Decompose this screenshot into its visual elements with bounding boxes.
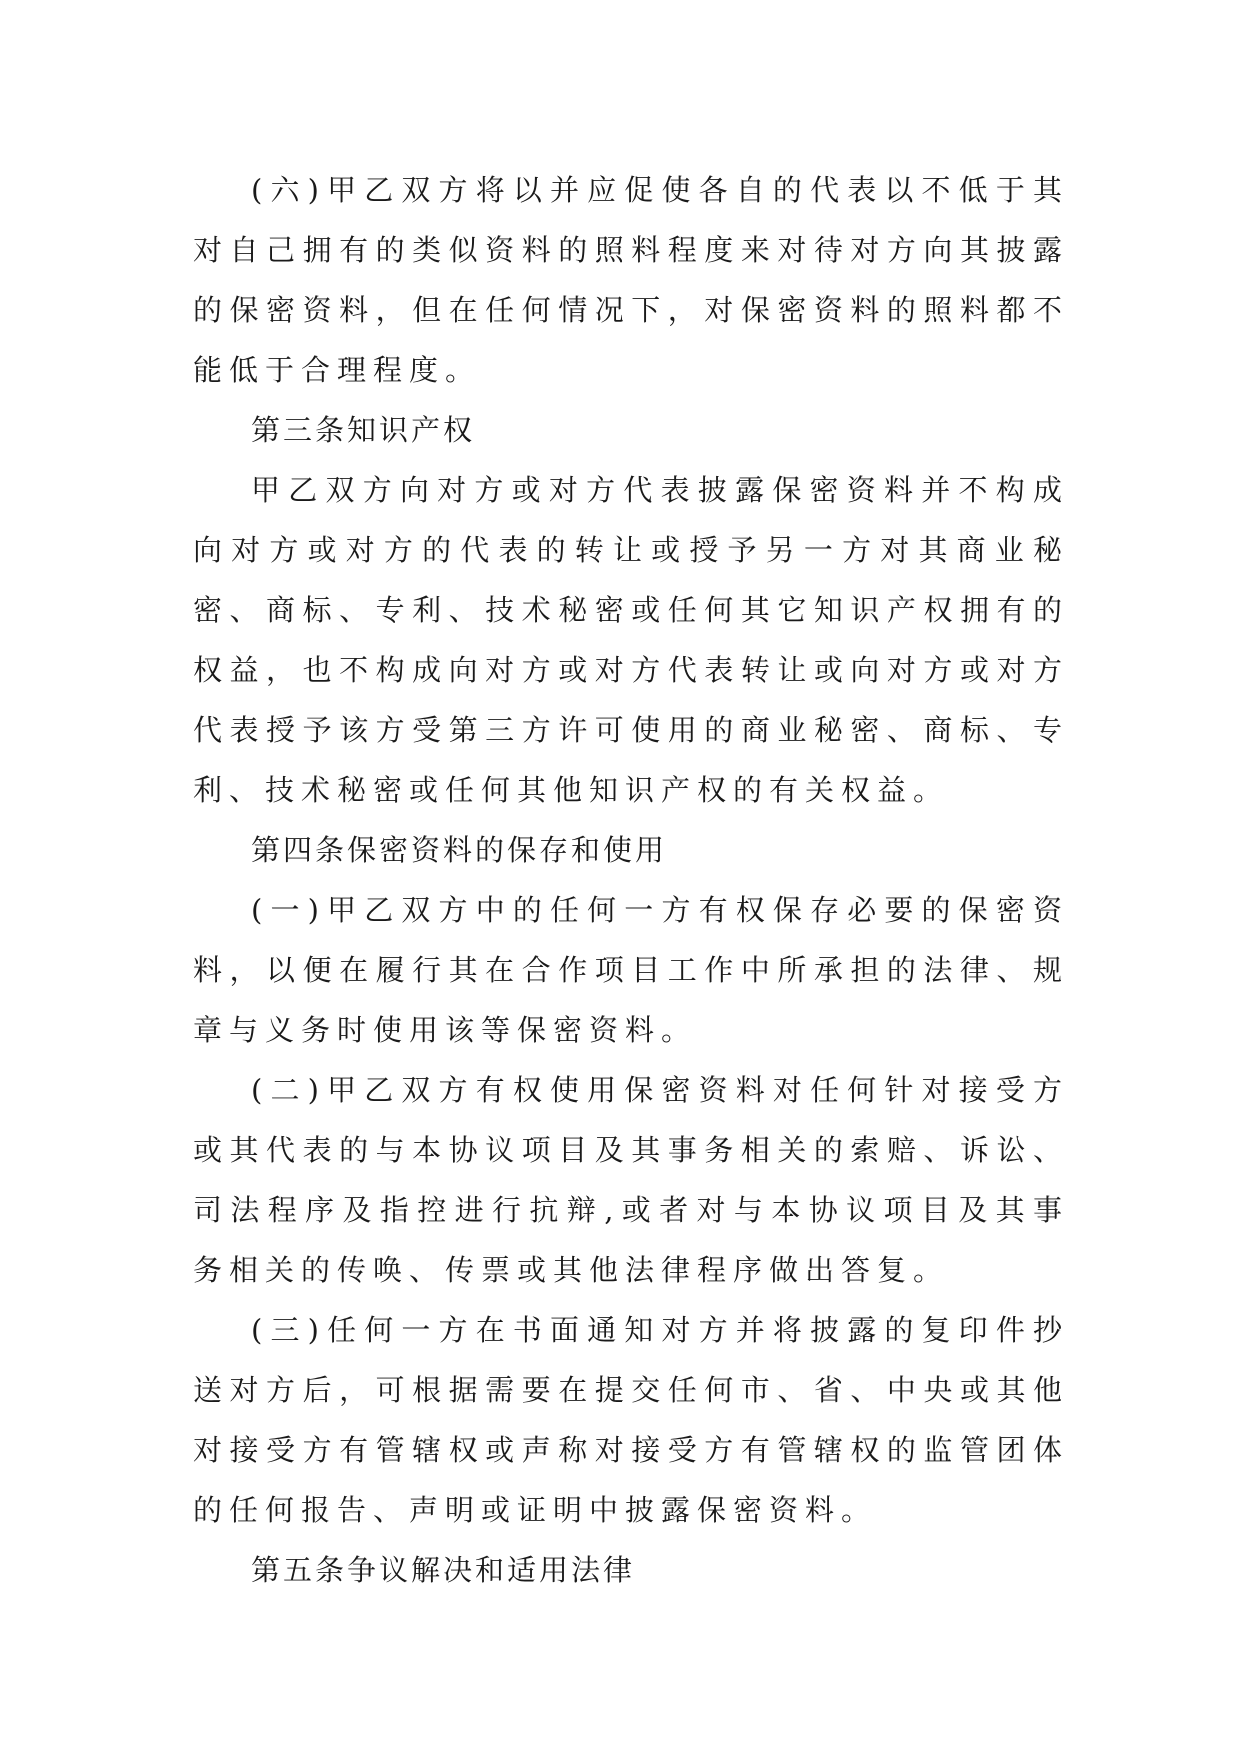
clause-2-item-6: (六)甲乙双方将以并应促使各自的代表以不低于其对自己拥有的类似资料的照料程度来对待对方向其披露的保密资料，但在任何情况下，对保密资料的照料都不能低于合理程度。: [193, 173, 1069, 387]
article-3-heading: 第三条知识产权: [251, 413, 476, 447]
article-5-heading: 第五条争议解决和适用法律: [251, 1553, 636, 1587]
article-4-item-1: (一)甲乙双方中的任何一方有权保存必要的保密资料，以便在履行其在合作项目工作中所承担的法律、规章与义务时使用该等保密资料。: [193, 893, 1069, 1047]
article-4-item-2: (二)甲乙双方有权使用保密资料对任何针对接受方或其代表的与本协议项目及其事务相关的索赔、诉讼、司法程序及指控进行抗辩,或者对与本协议项目及其事务相关的传唤、传票或其他法律程序做出答复。: [193, 1073, 1069, 1287]
article-4-item-3: (三)任何一方在书面通知对方并将披露的复印件抄送对方后，可根据需要在提交任何市、省、中央或其他对接受方有管辖权或声称对接受方有管辖权的监管团体的任何报告、声明或证明中披露保密资料。: [193, 1313, 1069, 1527]
article-4-heading: 第四条保密资料的保存和使用: [251, 833, 668, 867]
article-3-body: 甲乙双方向对方或对方代表披露保密资料并不构成向对方或对方的代表的转让或授予另一方对其商业秘密、商标、专利、技术秘密或任何其它知识产权拥有的权益，也不构成向对方或对方代表转让或向对方或对方代表授予该方受第三方许可使用的商业秘密、商标、专利、技术秘密或任何其他知识产权的有关权益。: [193, 473, 1069, 807]
document-body: [193, 160, 1069, 1600]
